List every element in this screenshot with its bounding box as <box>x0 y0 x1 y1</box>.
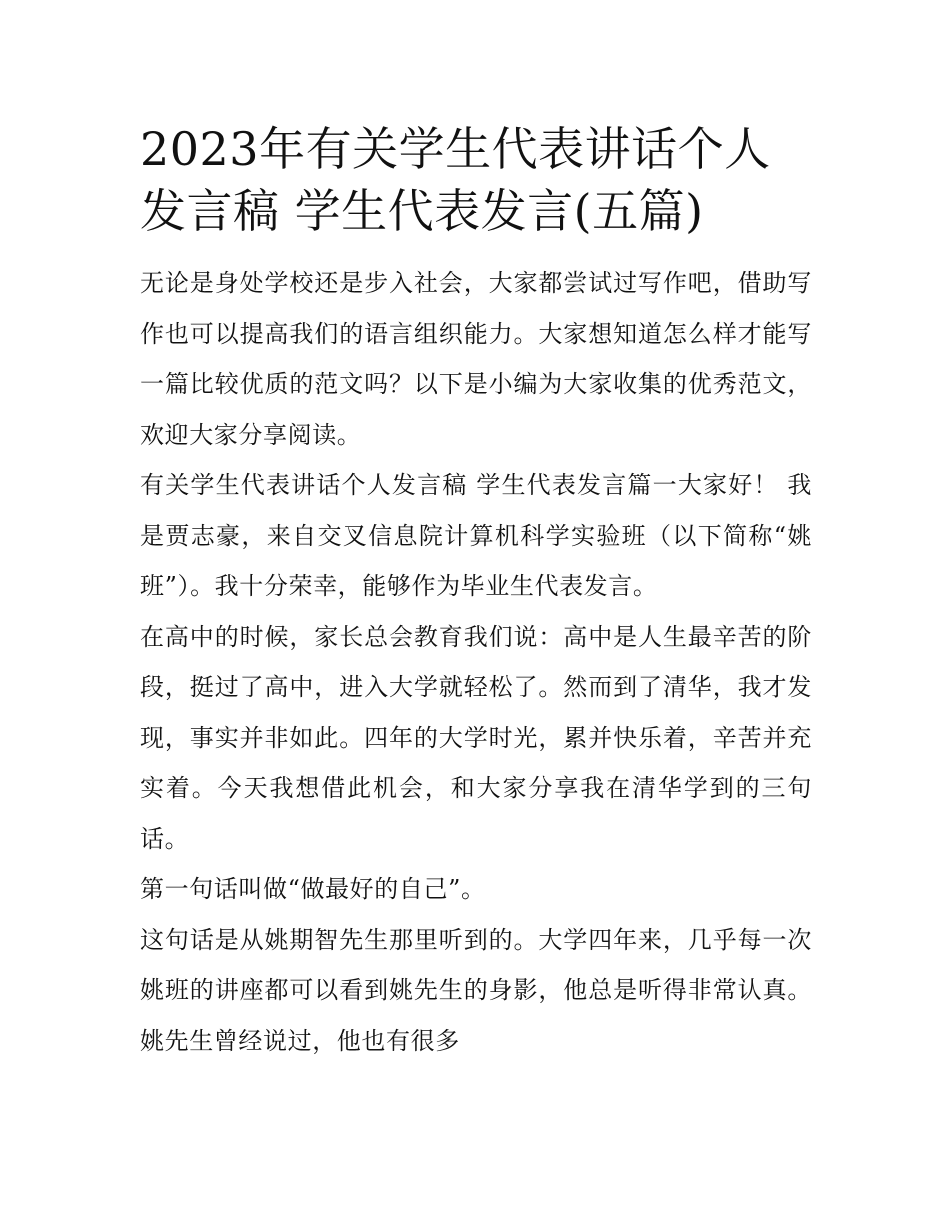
document-body <box>140 118 812 1066</box>
document-title: 2023年有关学生代表讲话个人发言稿 学生代表发言(五篇) <box>140 122 771 238</box>
paragraph-yao-story: 这句话是从姚期智先生那里听到的。大学四年来，几乎每一次姚班的讲座都可以看到姚先生的身影，他总是听得非常认真。姚先生曾经说过，他也有很多 <box>140 925 812 1055</box>
paragraph-first-saying: 第一句话叫做“做最好的自己”。 <box>140 875 486 903</box>
paragraph-speech-opening: 有关学生代表讲话个人发言稿 学生代表发言篇一大家好！ 我是贾志豪，来自交叉信息院计算机科学实验班（以下简称“姚班”）。我十分荣幸，能够作为毕业生代表发言。 <box>140 471 812 600</box>
paragraph-high-school: 在高中的时候，家长总会教育我们说：高中是人生最辛苦的阶段，挺过了高中，进入大学就轻松了。然而到了清华，我才发现，事实并非如此。四年的大学时光，累并快乐着，辛苦并充实着。今天我想借此机会，和大家分享我在清华学到的三句话。 <box>140 622 812 853</box>
paragraph-intro: 无论是身处学校还是步入社会，大家都尝试过写作吧，借助写作也可以提高我们的语言组织能力。大家想知道怎么样才能写一篇比较优质的范文吗？以下是小编为大家收集的优秀范文，欢迎大家分享阅读。 <box>140 269 812 449</box>
